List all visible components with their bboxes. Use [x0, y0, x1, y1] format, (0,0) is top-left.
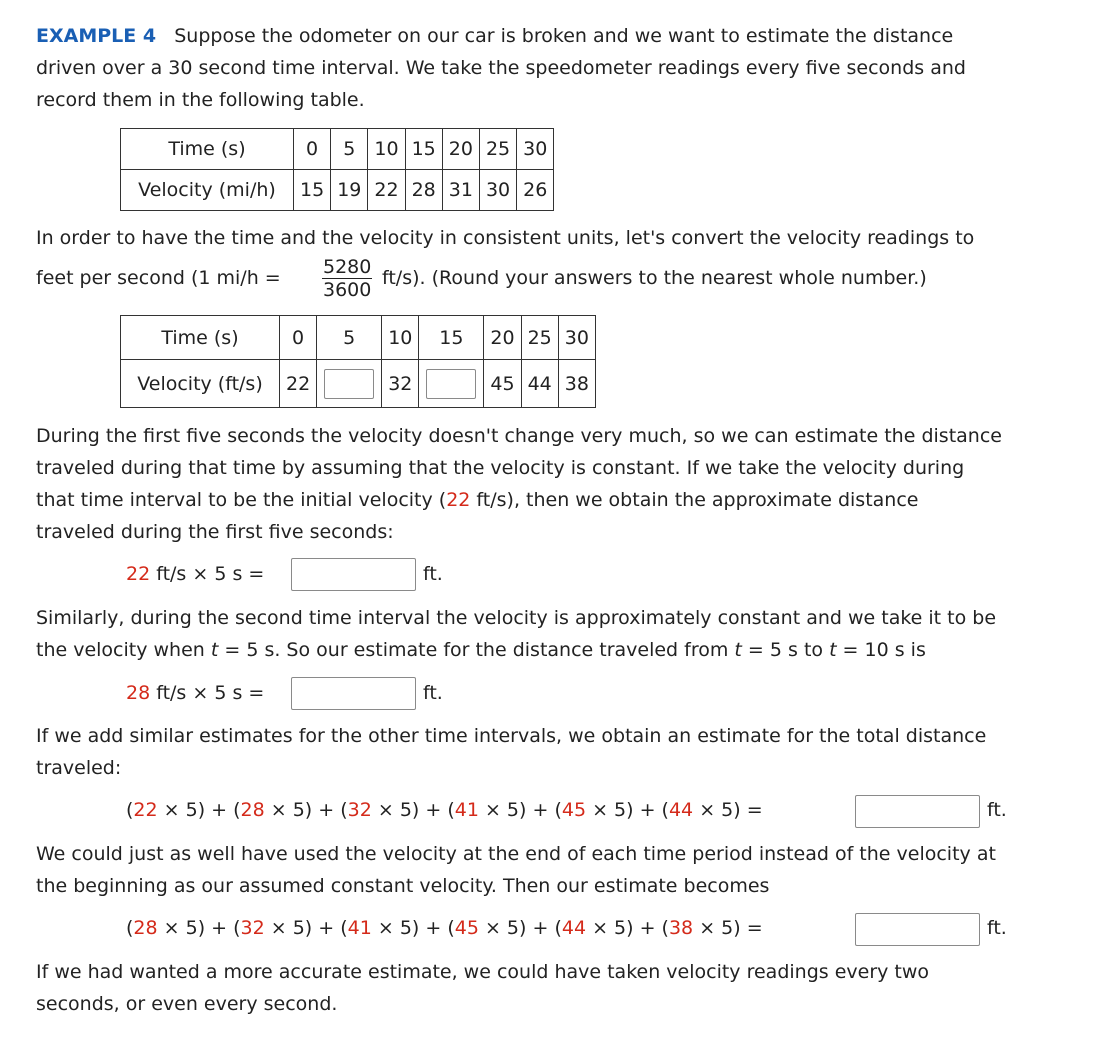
table-cell: 5: [317, 316, 382, 360]
closing-paragraph: [36, 956, 929, 1020]
table-cell: 5: [331, 129, 368, 170]
intro-line-3: record them in the following table.: [36, 89, 365, 111]
table-cell: 32: [382, 360, 419, 408]
first-line-3-post: ft/s), then we obtain the approximate distance: [470, 489, 919, 511]
table-cell: 28: [405, 170, 442, 211]
initial-velocity-value: 22: [446, 489, 471, 511]
table-cell: 20: [442, 129, 479, 170]
intro-line-1: Suppose the odometer on our car is broken and we want to estimate the distance: [174, 25, 954, 47]
sum-term: 38: [668, 917, 694, 939]
first-eq-text: ft/s × 5 s =: [150, 563, 265, 585]
sum-term: 32: [240, 917, 265, 939]
table-header-velocity: Velocity (mi/h): [121, 170, 294, 211]
table-cell: 15: [294, 170, 331, 211]
first-eq-velocity: 22: [126, 563, 151, 585]
fraction-denominator: 3600: [323, 279, 372, 301]
example-label: EXAMPLE 4: [36, 25, 157, 47]
left-sum-unit: ft.: [987, 799, 1007, 821]
table-cell: 20: [484, 316, 521, 360]
left-sum-equation: (22 × 5) + (28 × 5) + (32 × 5) + (41 × 5) + (45 × 5) + (44 × 5) =: [126, 799, 763, 821]
right-sum-input[interactable]: [855, 913, 980, 946]
table-cell: 45: [484, 360, 521, 408]
table-cell: 10: [382, 316, 419, 360]
end-line-2: the beginning as our assumed constant velocity. Then our estimate becomes: [36, 875, 770, 897]
second-unit: ft.: [423, 682, 443, 704]
left-sum-input[interactable]: [855, 795, 980, 828]
second-line-2-c: = 5 s to: [741, 639, 830, 661]
fraction-numerator: 5280: [323, 256, 372, 278]
first-line-3-pre: that time interval to be the initial velocity (: [36, 489, 447, 511]
intro-paragraph: [36, 20, 966, 116]
first-interval-paragraph: [36, 420, 1002, 548]
sum-term: 22: [133, 799, 158, 821]
var-t: t: [734, 639, 742, 661]
table-cell: 22: [368, 170, 405, 211]
table-header-time: Time (s): [121, 129, 294, 170]
right-sum-equation: (28 × 5) + (32 × 5) + (41 × 5) + (45 × 5) + (44 × 5) + (38 × 5) =: [126, 917, 763, 939]
end-line-1: We could just as well have used the velocity at the end of each time period instead of the velocity at: [36, 843, 996, 865]
table-cell: 15: [419, 316, 484, 360]
table-cell: 0: [294, 129, 331, 170]
table-cell: 25: [479, 129, 516, 170]
sum-term: 32: [347, 799, 372, 821]
sum-term: 45: [561, 799, 587, 821]
second-interval-paragraph: [36, 602, 996, 666]
table-cell: 26: [517, 170, 554, 211]
first-equation: [126, 558, 264, 590]
table-cell: 10: [368, 129, 405, 170]
table-row: [121, 316, 596, 360]
right-endpoint-paragraph: [36, 838, 996, 902]
second-distance-input[interactable]: [291, 677, 416, 710]
table-cell: 25: [521, 316, 558, 360]
table-cell: 31: [442, 170, 479, 211]
second-equation: [126, 677, 264, 709]
table-cell: 30: [558, 316, 595, 360]
closing-line-2: seconds, or even every second.: [36, 993, 338, 1015]
second-line-2-a: the velocity when: [36, 639, 211, 661]
speed-table-mph: [120, 128, 554, 211]
first-unit: ft.: [423, 563, 443, 585]
sum-term: 41: [347, 917, 372, 939]
table-cell: 30: [479, 170, 516, 211]
right-sum-unit: ft.: [987, 917, 1007, 939]
velocity-5s-input[interactable]: [324, 369, 374, 399]
convert-line-2-pre: feet per second (1 mi/h =: [36, 267, 281, 289]
table-cell-input: [419, 360, 484, 408]
intro-line-2: driven over a 30 second time interval. We take the speedometer readings every five seconds and: [36, 57, 966, 79]
sum-term: 28: [240, 799, 265, 821]
table-cell: 22: [280, 360, 317, 408]
first-line-1: During the first five seconds the velocity doesn't change very much, so we can estimate the distance: [36, 425, 1002, 447]
table-cell: 15: [405, 129, 442, 170]
table-cell: 0: [280, 316, 317, 360]
sum-term: 41: [454, 799, 479, 821]
sum-term: 44: [668, 799, 694, 821]
first-line-4: traveled during the first five seconds:: [36, 521, 394, 543]
table-cell-input: [317, 360, 382, 408]
table-cell: 38: [558, 360, 595, 408]
table-row: [121, 170, 554, 211]
second-line-1: Similarly, during the second time interval the velocity is approximately constant and we take it to be: [36, 607, 997, 629]
speed-table-fps: [120, 315, 596, 408]
sum-term: 44: [561, 917, 587, 939]
second-line-2-d: = 10 s is: [836, 639, 926, 661]
second-eq-velocity: 28: [126, 682, 151, 704]
first-line-2: traveled during that time by assuming that the velocity is constant. If we take the velocity during: [36, 457, 965, 479]
conversion-fraction: [322, 256, 372, 301]
sum-term: 45: [454, 917, 479, 939]
first-distance-input[interactable]: [291, 558, 416, 591]
velocity-15s-input[interactable]: [426, 369, 476, 399]
total-paragraph: [36, 720, 986, 784]
var-t: t: [210, 639, 219, 661]
table-row: [121, 129, 554, 170]
convert-line-1: In order to have the time and the velocity in consistent units, let's convert the velocity readings to: [36, 227, 975, 249]
table-row: [121, 360, 596, 408]
closing-line-1: If we had wanted a more accurate estimate, we could have taken velocity readings every two: [36, 961, 930, 983]
total-line-1: If we add similar estimates for the other time intervals, we obtain an estimate for the total distance: [36, 725, 987, 747]
table-cell: 30: [517, 129, 554, 170]
total-line-2: traveled:: [36, 757, 122, 779]
table-cell: 44: [521, 360, 558, 408]
second-eq-text: ft/s × 5 s =: [150, 682, 265, 704]
table-header-time: Time (s): [121, 316, 280, 360]
convert-line-2-post: ft/s). (Round your answers to the nearest whole number.): [382, 267, 927, 289]
second-line-2-b: = 5 s. So our estimate for the distance traveled from: [218, 639, 735, 661]
var-t: t: [829, 639, 837, 661]
table-cell: 19: [331, 170, 368, 211]
sum-term: 28: [133, 917, 158, 939]
table-header-velocity: Velocity (ft/s): [121, 360, 280, 408]
